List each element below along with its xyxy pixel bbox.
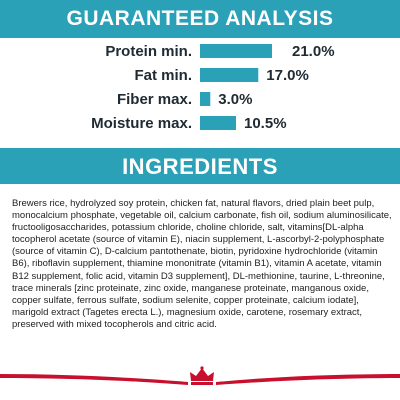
bar-value-0: 21.0% [292,43,335,60]
bar-value-2: 3.0% [218,91,253,108]
guaranteed-analysis-title: GUARANTEED ANALYSIS [66,7,334,30]
ingredients-banner [0,148,400,184]
ingredients-title: INGREDIENTS [122,154,278,179]
bar-3 [200,116,236,130]
bar-label-2: Fiber max. [116,91,192,108]
guaranteed-analysis-chart [0,38,400,142]
bar-label-1: Fat min. [134,67,192,84]
guaranteed-analysis-banner [0,0,400,38]
footer-stripe-right [216,374,400,385]
bar-1 [200,68,258,82]
bar-value-1: 17.0% [266,67,309,84]
bar-0 [200,44,272,58]
bar-2 [200,92,210,106]
footer-stripe-left [0,374,188,385]
bar-label-3: Moisture max. [91,115,192,132]
royal-canin-crown-icon [188,366,216,386]
ingredients-list: Brewers rice, hydrolyzed soy protein, chicken fat, natural flavors, dried plain beet pulp, monocalcium phosphate, vegetable oil, calcium carbonate, fish oil, sodium aluminosilicate, fructooligosaccharides, potassium chloride, choline chloride, salt, vitamins[DL-alpha tocopherol acetate (source of vitamin E), niacin supplement, L-ascorbyl-2-polyphosphate (source of vitamin C), D-calcium pantothenate, biotin, pyridoxine hydrochloride (vitamin B6), riboflavin supplement, thiamine mononitrate (vitamin B1), vitamin A acetate, vitamin B12 supplement, folic acid, vitamin D3 supplement], DL-methionine, taurine, L-threonine, trace minerals [zinc proteinate, zinc oxide, manganese proteinate, manganous oxide, copper sulfate, ferrous sulfate, sodium selenite, copper proteinate, calcium iodate], marigold extract (Tagetes erecta L.), magnesium oxide, carotene, rosemary extract, preserved with mixed tocopherols and citric acid. [12,198,392,330]
bar-value-3: 10.5% [244,115,287,132]
bar-label-0: Protein min. [105,43,192,60]
